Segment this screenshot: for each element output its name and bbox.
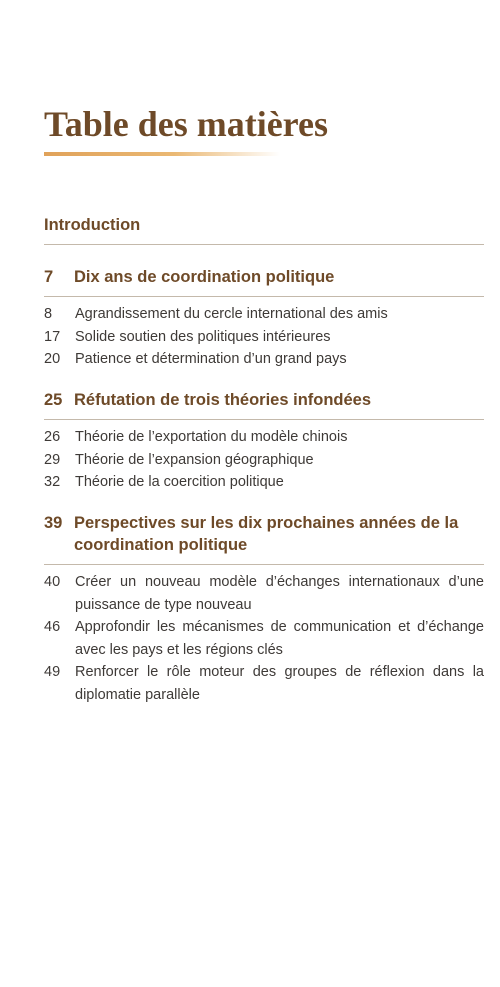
section-page-number: 25 (44, 391, 63, 409)
section-title: Perspectives sur les dix prochaines années de la coordination politique (74, 514, 459, 554)
toc-entry (44, 616, 484, 661)
toc-section-2 (44, 389, 484, 494)
entry-page-number: 32 (44, 474, 61, 490)
entry-page-number: 46 (44, 619, 61, 635)
entry-page-number: 49 (44, 664, 61, 680)
entry-title: Théorie de l’expansion géographique (75, 451, 314, 468)
entry-page-number: 8 (44, 306, 53, 322)
entry-page-number: 26 (44, 429, 61, 445)
section-heading (44, 512, 484, 556)
entry-title: Solide soutien des politiques intérieures (75, 328, 331, 345)
entry-title: Théorie de l’exportation du modèle chinois (75, 429, 348, 445)
section-rule (44, 296, 484, 297)
toc-entry (44, 471, 484, 494)
section-title: Dix ans de coordination politique (74, 268, 335, 286)
toc-entry (44, 571, 484, 616)
entry-page-number: 29 (44, 451, 61, 468)
entry-title: Théorie de la coercition politique (75, 474, 284, 490)
introduction-rule-wrap (44, 236, 484, 251)
section-rule (44, 419, 484, 420)
entry-page-number: 20 (44, 351, 61, 367)
toc-section-1 (44, 266, 484, 371)
page-title: Table des matières (44, 104, 328, 144)
introduction-rule (44, 244, 484, 245)
entry-title: Agrandissement du cercle international des amis (75, 306, 388, 322)
section-heading (44, 266, 484, 288)
title-underline (44, 152, 280, 156)
section-heading (44, 389, 484, 411)
section-page-number: 39 (44, 514, 63, 532)
section-page-number: 7 (44, 268, 54, 286)
entry-title: Patience et détermination d’un grand pays (75, 351, 347, 367)
section-rule (44, 564, 484, 565)
toc-entry (44, 449, 484, 472)
entry-page-number: 17 (44, 328, 61, 345)
entry-title: Renforcer le rôle moteur des groupes de réflexion dans la diplomatie parallèle (75, 664, 484, 703)
toc-section-3 (44, 512, 484, 706)
entry-page-number: 40 (44, 574, 61, 590)
section-title: Réfutation de trois théories infondées (74, 391, 372, 409)
introduction-heading: Introduction (44, 216, 141, 234)
entry-title: Créer un nouveau modèle d’échanges internationaux d’une puissance de type nouveau (75, 574, 484, 613)
toc-entry (44, 426, 484, 449)
toc-entry (44, 348, 484, 371)
toc-entry (44, 326, 484, 349)
entry-title: Approfondir les mécanismes de communication et d’échange avec les pays et les régions clés (75, 619, 484, 658)
toc-entry (44, 661, 484, 706)
toc-entry (44, 303, 484, 326)
